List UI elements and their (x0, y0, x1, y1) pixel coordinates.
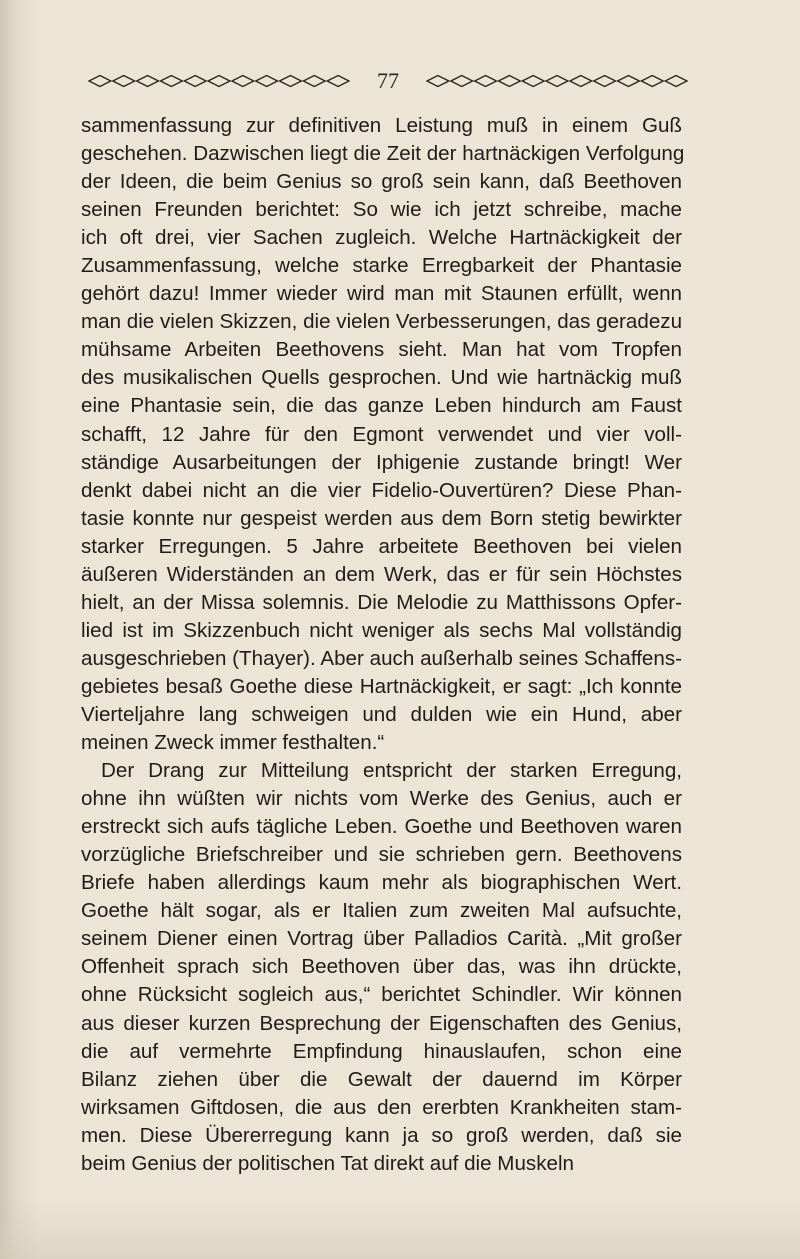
text-line: des musikalischen Quells gesprochen. Und wie hartnäckig muß (81, 366, 682, 390)
page-number: 77 (377, 68, 399, 93)
text-line: erstreckt sich aufs tägliche Leben. Goethe und Beethoven waren (81, 815, 682, 839)
text-line: geschehen. Dazwischen liegt die Zeit der hartnäckigen Verfolgung (81, 142, 685, 166)
text-line: ohne Rücksicht sogleich aus,“ berichtet Schindler. Wir können (81, 983, 682, 1007)
ornament-diamond (137, 76, 159, 87)
ornament-diamond (498, 76, 520, 87)
ornament-diamond (184, 76, 206, 87)
text-line: sammenfassung zur definitiven Leistung muß in einem Guß (81, 114, 682, 137)
text-line: tasie konnte nur gespeist werden aus dem Born stetig bewirkter (81, 506, 682, 530)
text-line: Offenheit sprach sich Beethoven über das, was ihn drückte, (81, 955, 682, 979)
ornament-diamond (451, 76, 473, 87)
text-line: men. Diese Übererregung kann ja so groß werden, daß sie (81, 1123, 682, 1147)
text-line: hielt, an der Missa solemnis. Die Melodie zu Matthissons Opfer- (81, 590, 682, 614)
ornament-diamond (280, 76, 302, 87)
ornament-diamond (475, 76, 497, 87)
ornament-diamond (427, 76, 449, 87)
ornament-diamond (89, 76, 111, 87)
text-line: Goethe hält sogar, als er Italien zum zweiten Mal aufsuchte, (81, 899, 682, 923)
ornament-diamond (641, 76, 663, 87)
text-line: gehört dazu! Immer wieder wird man mit Staunen erfüllt, wenn (81, 282, 682, 306)
text-line: mühsame Arbeiten Beethovens sieht. Man hat vom Tropfen (81, 338, 682, 362)
text-line: starker Erregungen. 5 Jahre arbeitete Beethoven bei vielen (81, 534, 682, 558)
text-line: Vierteljahre lang schweigen und dulden wie ein Hund, aber (81, 702, 682, 726)
ornament-diamond (303, 76, 325, 87)
text-line: ausgeschrieben (Thayer). Aber auch außerhalb seines Schaffens- (81, 646, 682, 670)
ornament-diamond (256, 76, 278, 87)
ornament-right-icon (426, 74, 688, 88)
ornament-diamond (232, 76, 254, 87)
text-line: lied ist im Skizzenbuch nicht weniger als sechs Mal vollständig (81, 618, 682, 642)
text-line: schafft, 12 Jahre für den Egmont verwendet und vier voll- (81, 422, 682, 446)
text-line: äußeren Widerständen an dem Werk, das er für sein Höchstes (81, 562, 682, 586)
ornament-diamond (522, 76, 544, 87)
ornament-diamond (570, 76, 592, 87)
text-line: der Ideen, die beim Genius so groß sein kann, daß Beethoven (81, 170, 682, 194)
text-line: ständige Ausarbeitungen der Iphigenie zustande bringt! Wer (81, 450, 682, 474)
running-header (88, 66, 688, 96)
ornament-diamond (327, 76, 349, 87)
text-line: wirksamen Giftdosen, die aus den ererbten Krankheiten stam- (81, 1095, 682, 1119)
text-line: Zusammenfassung, welche starke Erregbarkeit der Phantasie (81, 254, 682, 278)
text-line: ich oft drei, vier Sachen zugleich. Welche Hartnäckigkeit der (81, 226, 682, 250)
ornament-diamond (594, 76, 616, 87)
ornament-diamond (113, 76, 135, 87)
text-line: vorzügliche Briefschreiber und sie schrieben gern. Beethovens (81, 843, 682, 867)
page-shadow-bottom (0, 1199, 800, 1259)
body-text (81, 112, 685, 1178)
text-line: ohne ihn wüßten wir nichts vom Werke des Genius, auch er (81, 787, 682, 811)
text-line: seinen Freunden berichtet: So wie ich jetzt schreibe, mache (81, 198, 682, 222)
text-line: Der Drang zur Mitteilung entspricht der starken Erregung, (101, 759, 682, 783)
text-line: Briefe haben allerdings kaum mehr als biographischen Wert. (81, 871, 682, 895)
ornament-left-icon (88, 74, 350, 88)
text-line: eine Phantasie sein, die das ganze Leben hindurch am Faust (81, 394, 682, 418)
ornament-diamond (665, 76, 687, 87)
text-line: die auf vermehrte Empfindung hinauslaufen, schon eine (81, 1039, 682, 1063)
text-line: meinen Zweck immer festhalten.“ (81, 731, 385, 755)
ornament-diamond (160, 76, 182, 87)
page-shadow-left (0, 0, 40, 1259)
text-line: gebietes besaß Goethe diese Hartnäckigkeit, er sagt: „Ich konnte (81, 674, 682, 698)
text-line: Bilanz ziehen über die Gewalt der dauernd im Körper (81, 1067, 682, 1091)
text-line: denkt dabei nicht an die vier Fidelio-Ouvertüren? Diese Phan- (81, 478, 682, 502)
ornament-diamond (546, 76, 568, 87)
ornament-diamond (618, 76, 640, 87)
ornament-diamond (208, 76, 230, 87)
text-line: aus dieser kurzen Besprechung der Eigenschaften des Genius, (81, 1011, 682, 1035)
text-line: man die vielen Skizzen, die vielen Verbesserungen, das geradezu (81, 310, 683, 334)
text-line: seinem Diener einen Vortrag über Palladios Carità. „Mit großer (81, 927, 682, 951)
text-line: beim Genius der politischen Tat direkt auf die Muskeln (81, 1151, 574, 1175)
